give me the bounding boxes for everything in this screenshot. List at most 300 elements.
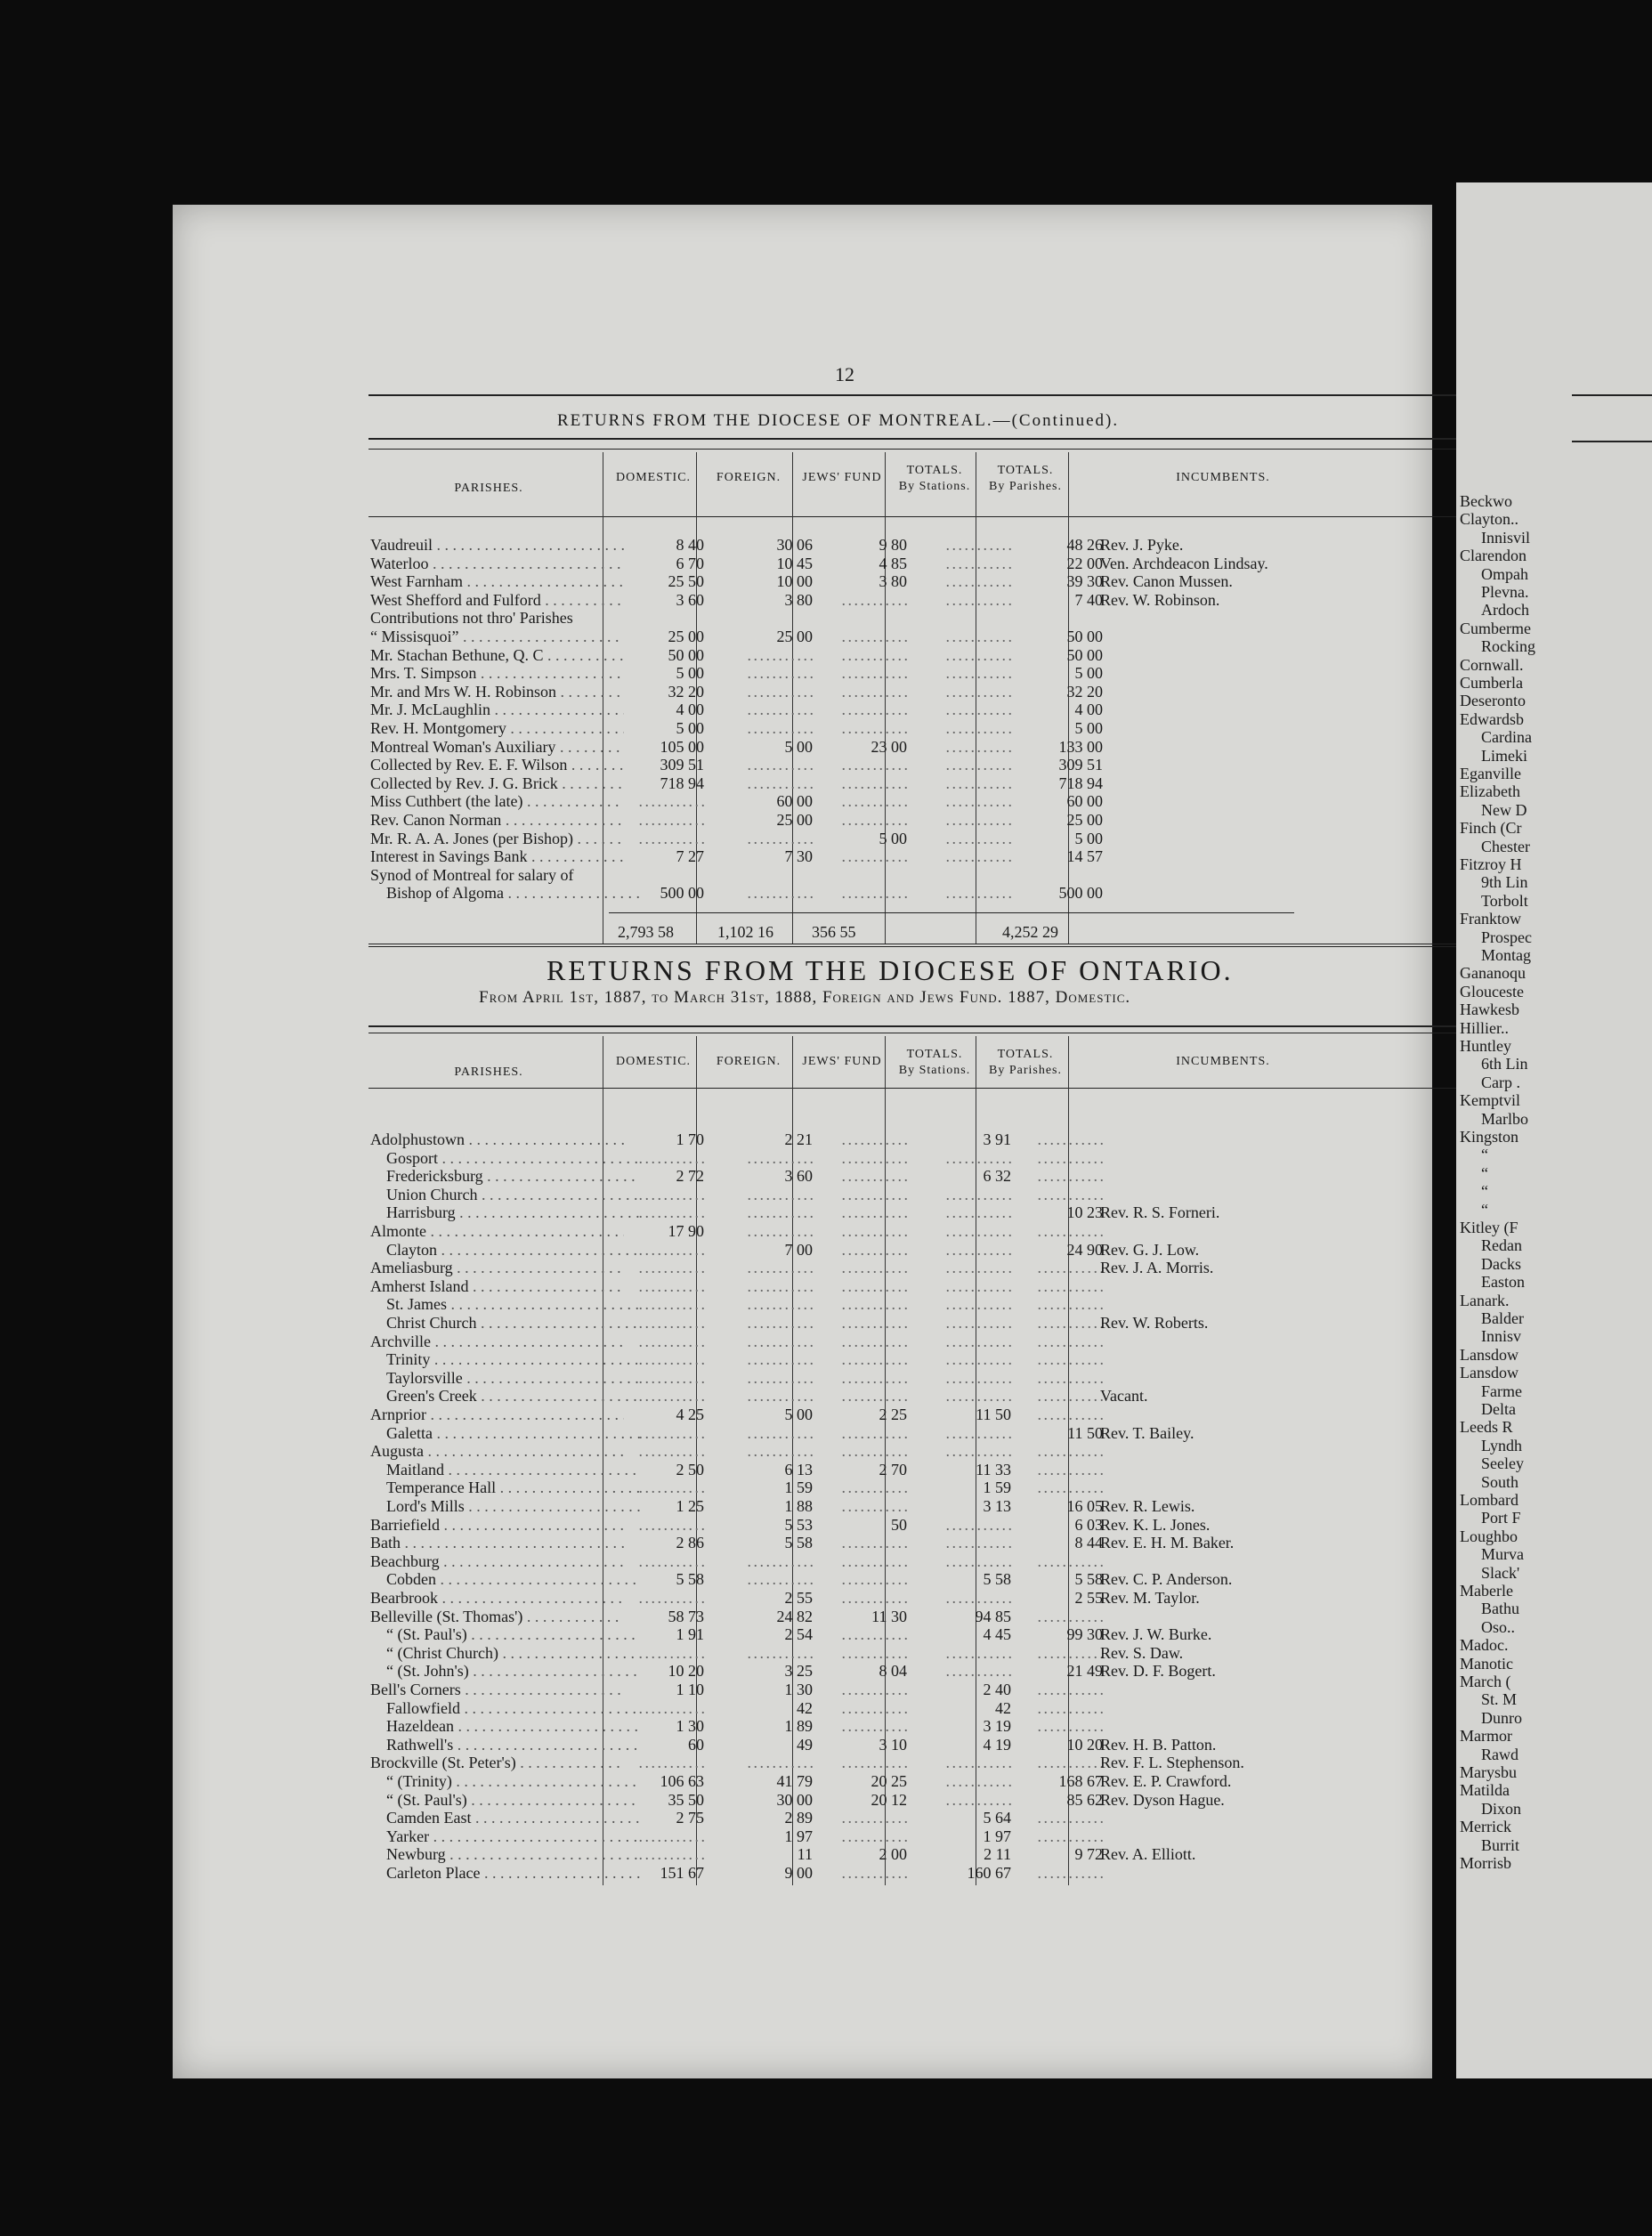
- cell-stations: [922, 738, 1011, 756]
- parish-name: “ (Trinity) . . .: [370, 1772, 640, 1790]
- cell-parishes: [1009, 1608, 1103, 1625]
- document-page: [173, 205, 1432, 2078]
- incumbent-name: Rev. G. J. Low.: [1100, 1240, 1200, 1259]
- cell-domestic: 5 00: [676, 664, 704, 683]
- cell-stations: [922, 1295, 1011, 1313]
- adjacent-list-item: Hawkesb: [1460, 1001, 1519, 1019]
- adjacent-list-item: Elizabeth: [1460, 782, 1520, 801]
- cell-parishes: 25 00: [1066, 811, 1103, 829]
- cell-stations: [922, 774, 1011, 792]
- cell-jews: [822, 1203, 907, 1221]
- cell-domestic: 5 00: [676, 719, 704, 737]
- adjacent-list-item: Cumberme: [1460, 619, 1531, 637]
- cell-domestic: [633, 1699, 704, 1717]
- parish-name: Cobden . . .: [370, 1570, 640, 1588]
- parish-name: Camden East . . .: [370, 1809, 640, 1827]
- cell-jews: [822, 1241, 907, 1259]
- cell-foreign: [728, 1149, 813, 1167]
- table-row: [370, 628, 1563, 645]
- cell-foreign: 10 00: [776, 572, 813, 591]
- cell-jews: 11 30: [871, 1607, 907, 1625]
- incumbent-name: Rev. E. H. M. Baker.: [1100, 1534, 1235, 1552]
- cell-stations: 4 19: [983, 1735, 1011, 1754]
- adjacent-list-item: Lansdow: [1460, 1364, 1518, 1382]
- adjacent-list-item: Bathu: [1481, 1600, 1519, 1618]
- adjacent-list-item: Madoc.: [1460, 1636, 1509, 1655]
- table-row: [370, 830, 1563, 847]
- table-row: [370, 1461, 1563, 1479]
- table-row: [370, 811, 1563, 829]
- parish-name: Synod of Montreal for salary of: [370, 865, 574, 884]
- parish-name: Montreal Woman's Auxiliary . . .: [370, 738, 624, 756]
- adjacent-list-item: Fitzroy H: [1460, 855, 1522, 873]
- parish-name: West Farnham . . .: [370, 572, 624, 590]
- column-header-domestic: DOMESTIC.: [615, 1055, 692, 1068]
- cell-foreign: [728, 756, 813, 774]
- adjacent-list-item: Burrit: [1481, 1835, 1519, 1854]
- parish-name: West Shefford and Fulford . . .: [370, 591, 624, 609]
- column-header-totals-parishes-sub: By Parishes.: [989, 1064, 1062, 1077]
- cell-stations: [922, 1350, 1011, 1368]
- cell-foreign: 49: [797, 1735, 813, 1754]
- table-row: [370, 1736, 1563, 1754]
- column-header-totals-stations: TOTALS.: [906, 464, 963, 477]
- cell-parishes: 718 94: [1058, 774, 1103, 792]
- cell-parishes: 7 40: [1074, 590, 1103, 609]
- rule: [368, 1025, 1494, 1027]
- cell-parishes: [1009, 1442, 1103, 1460]
- cell-foreign: [728, 1259, 813, 1276]
- table-row: [370, 1516, 1563, 1534]
- parish-name: Taylorsville . . .: [370, 1369, 640, 1387]
- cell-domestic: 718 94: [660, 774, 704, 792]
- cell-stations: [922, 1241, 1011, 1259]
- incumbent-name: Rev. W. Robinson.: [1100, 590, 1220, 609]
- adjacent-list-item: Chester: [1481, 837, 1530, 855]
- incumbent-name: Rev. C. P. Anderson.: [1100, 1570, 1233, 1589]
- cell-parishes: [1009, 1295, 1103, 1313]
- cell-jews: [822, 1442, 907, 1460]
- adjacent-list-item: Finch (Cr: [1460, 819, 1522, 838]
- cell-domestic: 10 20: [668, 1662, 704, 1681]
- cell-domestic: 105 00: [660, 737, 704, 756]
- table-row: [370, 1333, 1563, 1350]
- cell-jews: [822, 1277, 907, 1295]
- cell-foreign: 9 00: [784, 1864, 813, 1882]
- cell-stations: 6 32: [983, 1167, 1011, 1186]
- rule: [368, 438, 1494, 440]
- cell-parishes: [1009, 1644, 1103, 1662]
- table-row: [370, 1387, 1563, 1405]
- table-row: [370, 1772, 1563, 1790]
- table-row: [370, 1754, 1563, 1771]
- adjacent-list-item: “: [1481, 1182, 1488, 1201]
- cell-parishes: [1009, 1406, 1103, 1423]
- cell-stations: 5 64: [983, 1809, 1011, 1827]
- rule: [368, 944, 1494, 947]
- cell-domestic: 4 25: [676, 1406, 704, 1423]
- adjacent-list-item: Deseronto: [1460, 692, 1526, 710]
- cell-domestic: [633, 1295, 704, 1313]
- adjacent-list-item: Limeki: [1481, 746, 1527, 765]
- parish-name: Contributions not thro' Parishes: [370, 609, 573, 628]
- cell-stations: [922, 1203, 1011, 1221]
- cell-foreign: 7 30: [784, 847, 813, 866]
- cell-jews: [822, 1130, 907, 1148]
- cell-domestic: 2 50: [676, 1460, 704, 1479]
- cell-domestic: [633, 1827, 704, 1845]
- cell-jews: [822, 1186, 907, 1203]
- cell-foreign: [728, 646, 813, 664]
- cell-jews: 23 00: [871, 737, 907, 756]
- incumbent-name: Rev. D. F. Bogert.: [1100, 1662, 1216, 1681]
- column-header-totals-parishes: TOTALS.: [997, 464, 1054, 477]
- adjacent-list-item: Merrick: [1460, 1818, 1511, 1836]
- column-header-totals-stations-sub: By Stations.: [898, 1064, 971, 1077]
- table-row: [370, 1295, 1563, 1313]
- cell-jews: [822, 1259, 907, 1276]
- adjacent-list-item: Prospec: [1481, 928, 1532, 946]
- cell-stations: [922, 1186, 1011, 1203]
- cell-parishes: [1009, 1333, 1103, 1350]
- table-row: [370, 1167, 1563, 1185]
- adjacent-list-item: Cumberla: [1460, 674, 1523, 692]
- cell-stations: [922, 792, 1011, 810]
- parish-name: Mr. J. McLaughlin . . .: [370, 701, 624, 718]
- cell-stations: [922, 683, 1011, 701]
- cell-stations: [922, 1222, 1011, 1240]
- adjacent-list-item: Seeley: [1481, 1454, 1524, 1473]
- column-header-incumbents: INCUMBENTS.: [1176, 1055, 1270, 1068]
- cell-jews: [822, 1827, 907, 1845]
- parish-name: Mrs. T. Simpson . . .: [370, 664, 624, 682]
- table-row: [370, 1314, 1563, 1332]
- cell-stations: [922, 847, 1011, 865]
- table-row: [370, 719, 1563, 737]
- cell-domestic: 50 00: [668, 645, 704, 664]
- cell-stations: 11 33: [976, 1460, 1011, 1479]
- cell-stations: [922, 1589, 1011, 1607]
- adjacent-list-item: Dacks: [1481, 1254, 1521, 1273]
- cell-foreign: [728, 774, 813, 792]
- cell-parishes: [1009, 1387, 1103, 1405]
- parish-name: Yarker . . .: [370, 1827, 640, 1845]
- parish-name: Lord's Mills . . .: [370, 1497, 640, 1515]
- adjacent-list-item: Kitley (F: [1460, 1219, 1518, 1236]
- table-row: [370, 1479, 1563, 1496]
- cell-parishes: [1009, 1699, 1103, 1717]
- adjacent-list-item: Lombard: [1460, 1491, 1518, 1509]
- column-header-foreign: FOREIGN.: [716, 471, 781, 484]
- cell-parishes: 50 00: [1066, 628, 1103, 645]
- cell-jews: [822, 1809, 907, 1827]
- cell-jews: [822, 701, 907, 718]
- cell-stations: [922, 1424, 1011, 1442]
- column-header-jews: JEWS' FUND: [802, 1055, 882, 1068]
- table-row: [370, 738, 1563, 756]
- incumbent-name: Rev. K. L. Jones.: [1100, 1515, 1211, 1534]
- table-row: [370, 1827, 1563, 1845]
- table-row: [370, 1350, 1563, 1368]
- table-row: [370, 792, 1563, 810]
- cell-jews: [822, 1149, 907, 1167]
- cell-parishes: [1009, 1259, 1103, 1276]
- parish-name: Augusta . . .: [370, 1442, 624, 1460]
- cell-foreign: 3 60: [784, 1167, 813, 1186]
- ontario-title: RETURNS FROM THE DIOCESE OF ONTARIO.: [547, 954, 1234, 986]
- incumbent-name: Rev. A. Elliott.: [1100, 1845, 1196, 1864]
- adjacent-list-item: Carp .: [1481, 1073, 1520, 1091]
- cell-domestic: [633, 1424, 704, 1442]
- adjacent-list-item: Glouceste: [1460, 982, 1524, 1001]
- adjacent-list-item: Marmor: [1460, 1727, 1512, 1746]
- cell-domestic: 151 67: [660, 1864, 704, 1882]
- cell-stations: [922, 1387, 1011, 1405]
- cell-stations: [922, 701, 1011, 718]
- rule: [609, 912, 1294, 913]
- incumbent-name: Ven. Archdeacon Lindsay.: [1100, 554, 1268, 572]
- table-row: [370, 1200, 1563, 1222]
- cell-jews: [822, 1424, 907, 1442]
- adjacent-list-item: Easton: [1481, 1273, 1525, 1292]
- cell-foreign: 5 58: [784, 1534, 813, 1552]
- cell-jews: [822, 1552, 907, 1570]
- cell-parishes: [1009, 1864, 1103, 1882]
- cell-domestic: 58 73: [668, 1607, 704, 1625]
- cell-stations: [922, 591, 1011, 609]
- cell-parishes: [1009, 1350, 1103, 1368]
- cell-domestic: [633, 1552, 704, 1570]
- table-row: [370, 1149, 1563, 1167]
- cell-parishes: 309 51: [1058, 756, 1103, 774]
- cell-jews: [822, 1754, 907, 1771]
- cell-stations: [922, 1369, 1011, 1387]
- cell-stations: 3 91: [983, 1130, 1011, 1148]
- cell-stations: [922, 628, 1011, 645]
- cell-jews: [822, 1295, 907, 1313]
- parish-name: Rev. Canon Norman . . .: [370, 811, 624, 829]
- adjacent-list-item: “: [1481, 1146, 1488, 1164]
- parish-name: Green's Creek . . .: [370, 1387, 640, 1405]
- adjacent-list-item: 9th Lin: [1481, 873, 1528, 892]
- cell-parishes: [1009, 1827, 1103, 1845]
- table-row: [370, 1699, 1563, 1717]
- cell-domestic: 2 75: [676, 1809, 704, 1827]
- adjacent-list-item: Plevna.: [1481, 583, 1529, 601]
- parish-name: Carleton Place . . .: [370, 1864, 640, 1882]
- cell-parishes: 2 55: [1074, 1589, 1103, 1607]
- cell-foreign: 5 00: [784, 1406, 813, 1423]
- table-row: [370, 1717, 1563, 1735]
- cell-stations: 2 40: [983, 1681, 1011, 1698]
- cell-parishes: [1009, 1314, 1103, 1332]
- cell-foreign: 2 89: [784, 1809, 813, 1827]
- incumbent-name: Rev. J. A. Morris.: [1100, 1259, 1214, 1277]
- cell-domestic: [633, 1203, 704, 1221]
- cell-parishes: 168 67: [1058, 1772, 1103, 1790]
- table-row: [370, 774, 1563, 792]
- incumbent-name: Rev. J. W. Burke.: [1100, 1625, 1212, 1644]
- adjacent-list-item: “: [1481, 1200, 1488, 1219]
- cell-jews: 8 04: [879, 1662, 907, 1681]
- adjacent-list-item: Balder: [1481, 1309, 1524, 1327]
- cell-jews: [822, 719, 907, 737]
- cell-jews: [822, 1497, 907, 1515]
- cell-foreign: [728, 1644, 813, 1662]
- cell-parishes: 5 00: [1074, 719, 1103, 737]
- cell-foreign: 1 30: [784, 1681, 813, 1698]
- adjacent-list-item: “: [1481, 1163, 1488, 1182]
- cell-stations: [922, 555, 1011, 572]
- cell-domestic: 500 00: [660, 884, 704, 903]
- cell-foreign: 25 00: [776, 628, 813, 645]
- cell-foreign: 41 79: [776, 1772, 813, 1790]
- cell-domestic: 1 10: [676, 1681, 704, 1698]
- adjacent-list-item: Dixon: [1481, 1799, 1521, 1818]
- cell-jews: [822, 1479, 907, 1496]
- adjacent-list-item: Ompah: [1481, 564, 1528, 583]
- cell-parishes: 6 03: [1074, 1515, 1103, 1534]
- table-row: [370, 1662, 1563, 1680]
- adjacent-list-item: Clayton..: [1460, 510, 1518, 529]
- cell-foreign: [728, 1295, 813, 1313]
- parish-name: Arnprior . . .: [370, 1406, 624, 1423]
- table-row: [370, 1186, 1563, 1203]
- parish-name: Collected by Rev. J. G. Brick . . .: [370, 774, 624, 792]
- parish-name: Harrisburg . . .: [370, 1203, 640, 1221]
- cell-parishes: 10 23: [1066, 1203, 1103, 1222]
- parish-name: Brockville (St. Peter's) . . .: [370, 1754, 624, 1771]
- column-header-totals-stations: TOTALS.: [906, 1048, 963, 1061]
- cell-foreign: 10 45: [776, 554, 813, 572]
- cell-domestic: 32 20: [668, 682, 704, 701]
- cell-stations: [922, 1791, 1011, 1809]
- adjacent-list-item: Dunro: [1481, 1708, 1522, 1727]
- cell-domestic: 1 70: [676, 1130, 704, 1148]
- rule: [1572, 394, 1652, 396]
- parish-name: Amherst Island . . .: [370, 1277, 624, 1295]
- adjacent-list-item: Lanark.: [1460, 1291, 1510, 1309]
- cell-domestic: [633, 1516, 704, 1534]
- parish-name: “ (Christ Church) . . .: [370, 1644, 640, 1662]
- cell-parishes: 39 30: [1066, 572, 1103, 591]
- incumbent-name: Rev. J. Pyke.: [1100, 536, 1184, 554]
- cell-stations: [922, 536, 1011, 554]
- cell-jews: [822, 1717, 907, 1735]
- cell-jews: [822, 1625, 907, 1643]
- cell-foreign: 60 00: [776, 792, 813, 811]
- parish-name: Hazeldean . . .: [370, 1717, 640, 1735]
- cell-domestic: [633, 792, 704, 810]
- cell-parishes: 5 00: [1074, 829, 1103, 847]
- adjacent-list-item: Beckwo: [1460, 492, 1512, 510]
- cell-domestic: 1 25: [676, 1497, 704, 1515]
- table-row: [370, 1608, 1563, 1625]
- cell-stations: [922, 1333, 1011, 1350]
- parish-name: Belleville (St. Thomas') . . .: [370, 1608, 624, 1625]
- cell-jews: [822, 1387, 907, 1405]
- parish-name: Maitland . . .: [370, 1461, 640, 1479]
- cell-stations: [922, 1772, 1011, 1790]
- column-header-incumbents: INCUMBENTS.: [1176, 471, 1270, 484]
- cell-parishes: [1009, 1552, 1103, 1570]
- montreal-total-domestic: 2,793 58: [618, 923, 674, 941]
- parish-name: Mr. and Mrs W. H. Robinson . . .: [370, 683, 624, 701]
- parish-name: Almonte . . .: [370, 1222, 624, 1240]
- adjacent-list-item: Farme: [1481, 1381, 1522, 1400]
- parish-name: Beachburg . . .: [370, 1552, 624, 1570]
- incumbent-name: Rev. R. Lewis.: [1100, 1497, 1195, 1515]
- cell-jews: [822, 1534, 907, 1551]
- adjacent-list-item: Eganville: [1460, 765, 1521, 782]
- cell-domestic: 2 86: [676, 1534, 704, 1552]
- table-row: [370, 1552, 1563, 1570]
- cell-parishes: 5 58: [1074, 1570, 1103, 1589]
- adjacent-list-item: Manotic: [1460, 1654, 1513, 1673]
- cell-parishes: 4 00: [1074, 701, 1103, 719]
- cell-foreign: 24 82: [776, 1607, 813, 1625]
- table-row: [370, 1277, 1563, 1295]
- table-row: [370, 1864, 1563, 1882]
- cell-parishes: [1009, 1186, 1103, 1203]
- parish-name: Clayton . . .: [370, 1241, 640, 1259]
- table-row: [370, 591, 1563, 609]
- table-row: [370, 1406, 1563, 1423]
- parish-name: “ (St. Paul's) . . .: [370, 1625, 640, 1643]
- cell-domestic: 1 30: [676, 1717, 704, 1736]
- cell-foreign: [728, 884, 813, 902]
- cell-foreign: 1 59: [784, 1479, 813, 1497]
- parish-name: Fredericksburg . . .: [370, 1167, 640, 1185]
- cell-stations: [922, 1662, 1011, 1680]
- cell-foreign: 5 53: [784, 1515, 813, 1534]
- cell-parishes: [1009, 1130, 1103, 1148]
- table-row: [370, 756, 1563, 774]
- cell-domestic: 4 00: [676, 701, 704, 719]
- cell-parishes: 9 72: [1074, 1845, 1103, 1864]
- cell-parishes: 500 00: [1058, 884, 1103, 903]
- cell-foreign: [728, 1203, 813, 1221]
- incumbent-name: Rev. M. Taylor.: [1100, 1589, 1200, 1607]
- cell-stations: [922, 1534, 1011, 1551]
- cell-domestic: [633, 1479, 704, 1496]
- adjacent-list-item: Maberle: [1460, 1582, 1513, 1600]
- cell-foreign: [728, 1570, 813, 1588]
- montreal-total-parishes: 4,252 29: [1002, 923, 1058, 941]
- cell-parishes: [1009, 1461, 1103, 1479]
- cell-parishes: 22 00: [1066, 554, 1103, 572]
- cell-foreign: [728, 1369, 813, 1387]
- cell-stations: 2 11: [984, 1845, 1011, 1864]
- parish-name: Bell's Corners . . .: [370, 1681, 624, 1698]
- cell-domestic: 17 90: [668, 1222, 704, 1240]
- cell-parishes: 24 90: [1066, 1240, 1103, 1259]
- adjacent-list-item: St. M: [1481, 1690, 1518, 1709]
- cell-parishes: [1009, 1754, 1103, 1771]
- adjacent-list-item: Montag: [1481, 946, 1531, 964]
- cell-domestic: 5 58: [676, 1570, 704, 1589]
- cell-domestic: [633, 1644, 704, 1662]
- cell-stations: [922, 1552, 1011, 1570]
- adjacent-list-item: Leeds R: [1460, 1418, 1513, 1437]
- cell-jews: [822, 591, 907, 609]
- adjacent-list-item: Redan: [1481, 1236, 1522, 1255]
- cell-parishes: 5 00: [1074, 664, 1103, 683]
- parish-name: “ Missisquoi” . . .: [370, 628, 624, 645]
- cell-parishes: 21 49: [1066, 1662, 1103, 1681]
- cell-jews: 50: [891, 1515, 907, 1534]
- cell-jews: 5 00: [879, 829, 907, 847]
